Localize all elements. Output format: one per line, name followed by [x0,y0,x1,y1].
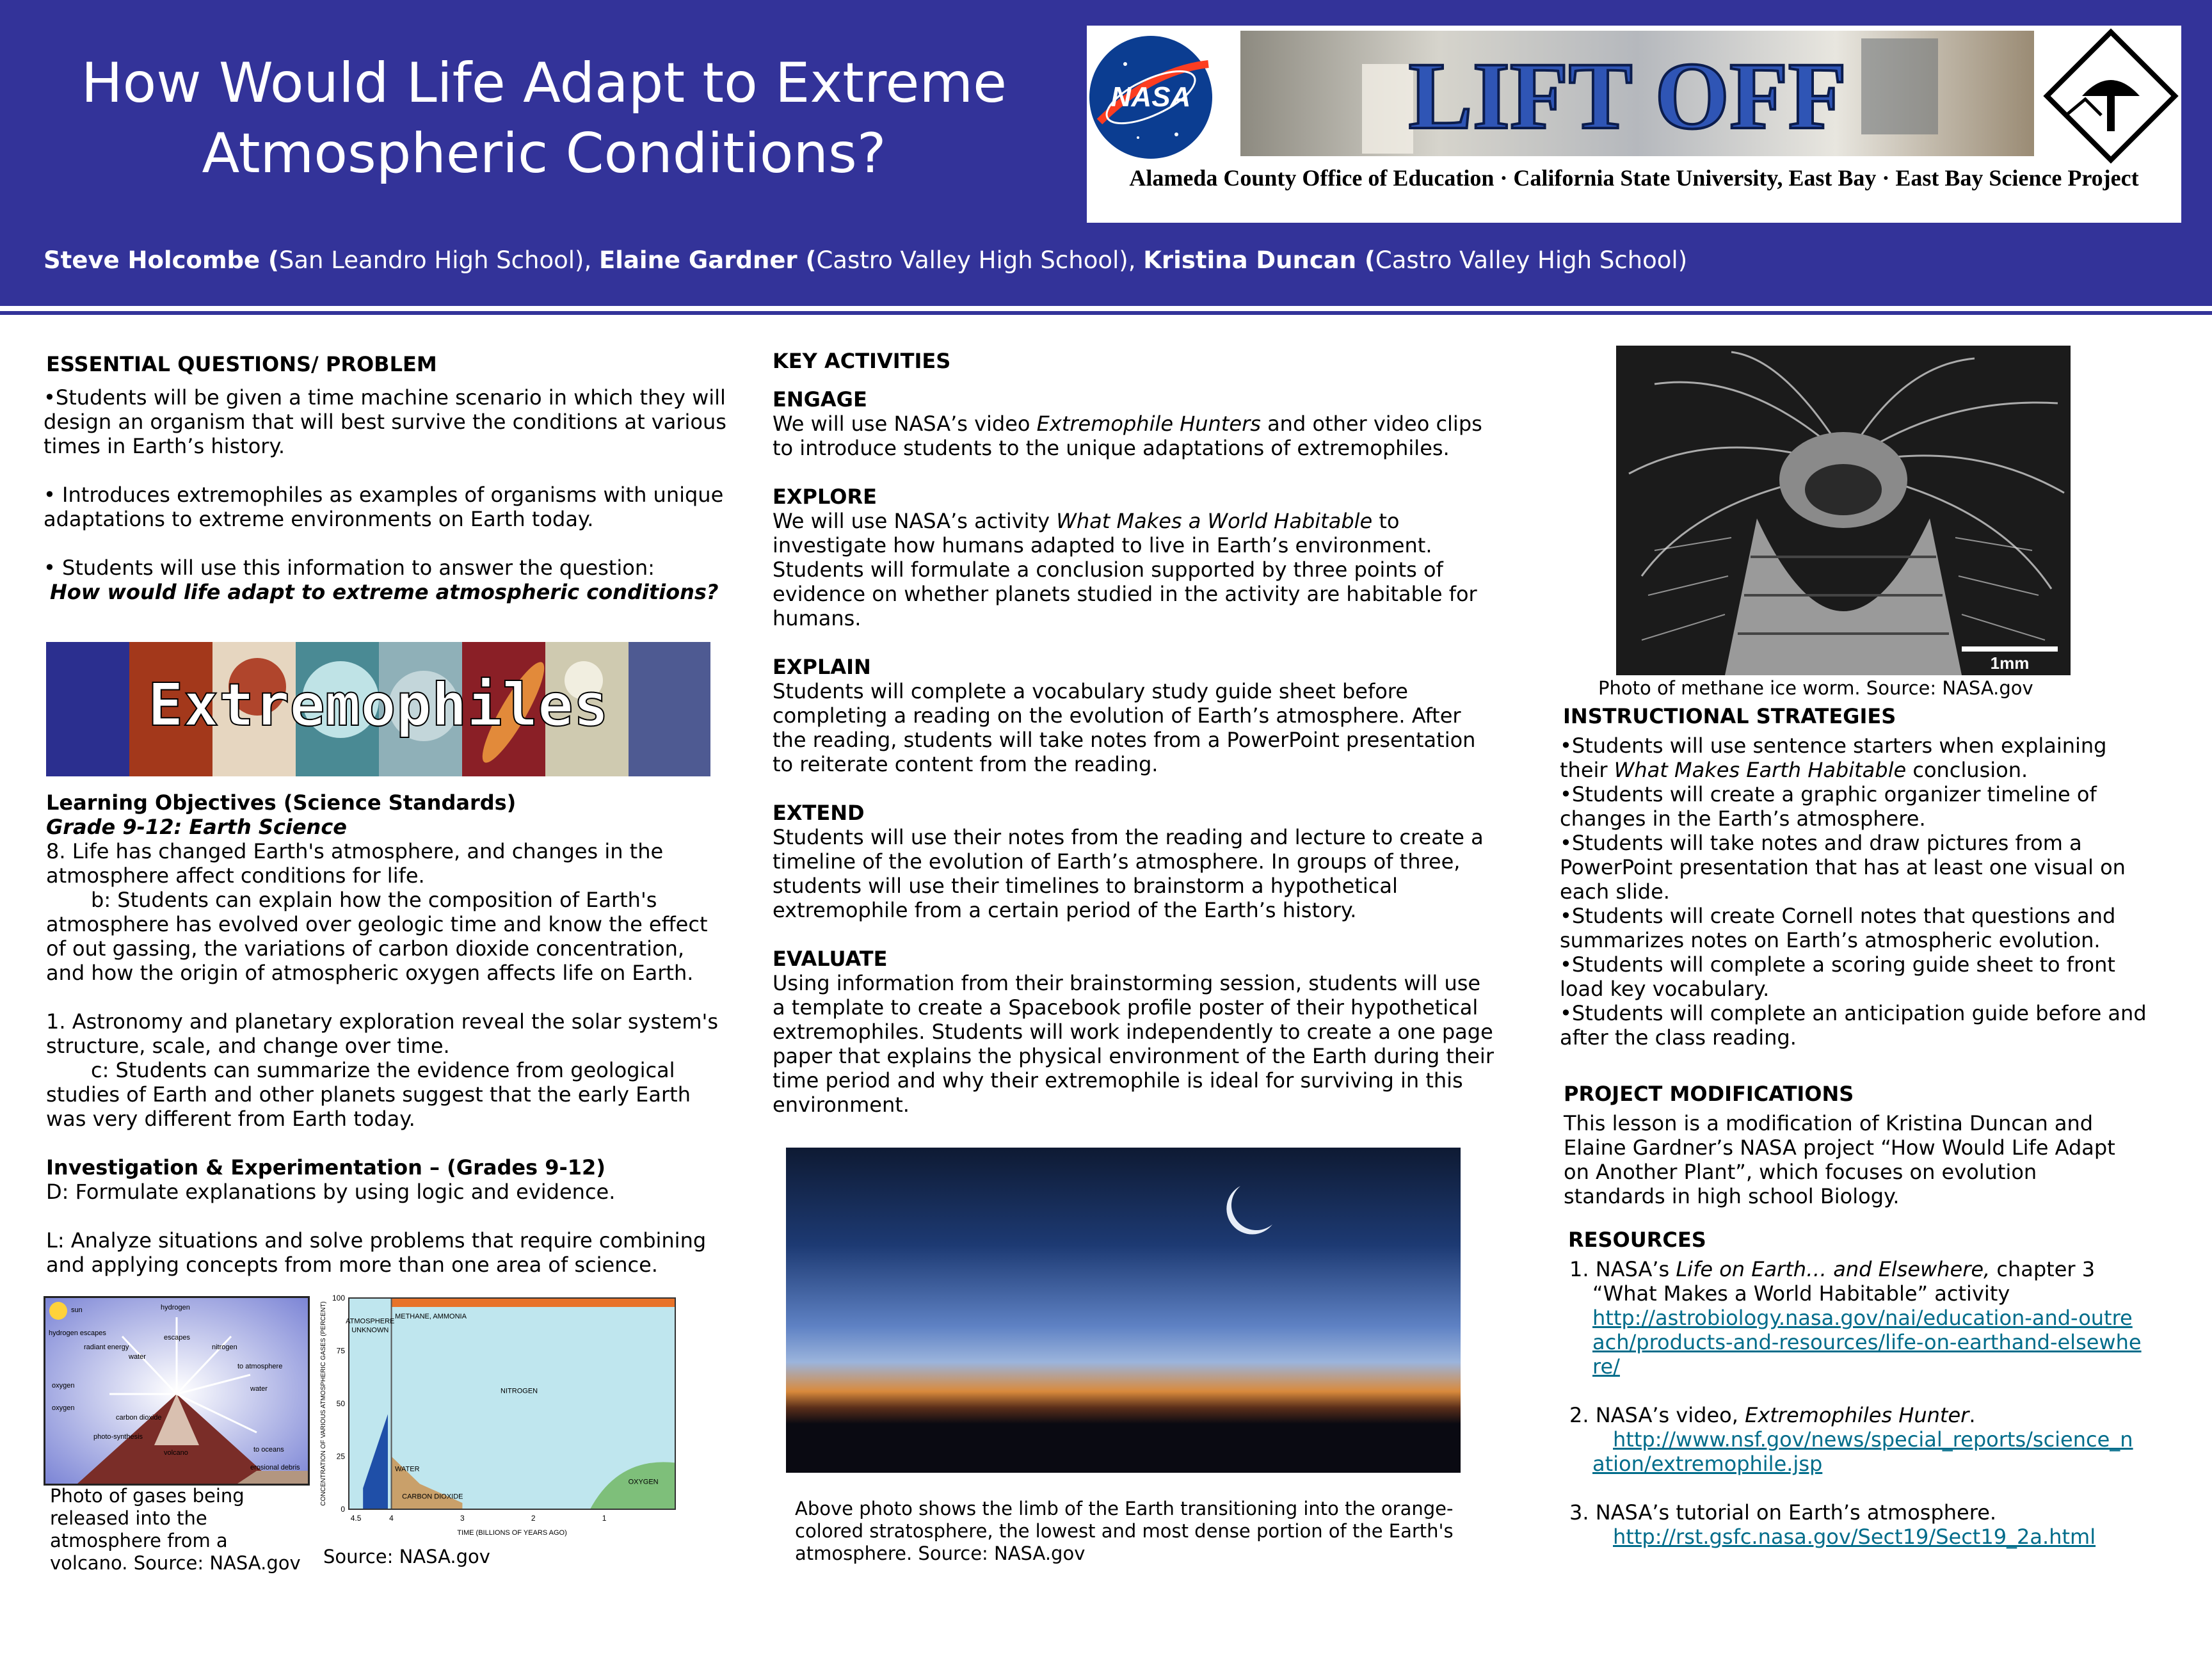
region-label: ATMOSPHERE [346,1317,395,1326]
instructional-strategies: INSTRUCTIONAL STRATEGIES •Students will use sentence starters when explaining their What Makes Earth Habitable conclusion. •Students will create a graphic organizer timeline of changes in the Earth’s atmosphere. •Students will take notes and draw pictures from a PowerPoint presentation that has at least one visual on each slide. •Students will create Cornell notes that questions and summarizes notes on Earth’s atmospheric evolution. •Students will complete a scoring guide sheet to front load key vocabulary. •Students will complete an anticipation guide before and after the class reading. [1560,704,2149,1050]
svg-text:carbon dioxide: carbon dioxide [116,1414,162,1422]
author-school: San Leandro High School) [278,246,584,274]
banner-text: Extremophiles [147,671,609,739]
ice-worm-photo [1616,346,2071,675]
svg-text:hydrogen: hydrogen [161,1304,190,1311]
poster-title: How Would Life Adapt to Extreme Atmospheric Conditions? [81,51,1007,186]
partners-text: Alameda County Office of Education · California State University, East Bay · East Bay Science Project [1129,165,2139,191]
earth-caption: Above photo shows the limb of the Earth transitioning into the orange-colored stratosphere, the lowest and most dense portion of the Earth's atmosphere. Source: NASA.gov [795,1498,1454,1564]
key-activities-heading: KEY ACTIVITIES [773,349,951,373]
author-name: Steve Holcombe ( [44,246,279,274]
svg-text:oxygen: oxygen [52,1404,75,1412]
essential-question: How would life adapt to extreme atmospheric conditions? [50,580,719,604]
svg-text:escapes: escapes [164,1334,190,1342]
resources: RESOURCES 1. NASA’s Life on Earth… and Elsewhere, chapter 3 “What Makes a World Habitable” activity http://astrobiology.nasa.gov/nai/education-and-outreach/products-and-resources/life-on-earthand-elsewhere/ 2. NASA’s video, Extremophiles Hunter. http://www.nsf.gov/news/special_reports/science_nation/extremophile.jsp 3. NASA’s tutorial on Earth’s atmosphere. http://rst.gsfc.nasa.gov/Sect19/Sect19_2a.html [1568,1228,2144,1549]
svg-text:sun: sun [71,1306,83,1314]
key-activities: KEY ACTIVITIES ENGAGE We will use NASA’s video Extremophile Hunters and other video clips to introduce students to the unique adaptations of extremophiles. EXPLORE We will use NASA’s activity What Makes a World Habitable to investigate how humans adapted to live in Earth’s environment. Students will formulate a conclusion supported by three points of evidence on whether planets studied in the activity are habitable for humans. EXPLAIN Students will complete a vocabulary study guide sheet before completing a reading on the evolution of Earth’s atmosphere. After the reading, students will take notes from a PowerPoint presentation to reiterate content from the reading. EXTEND Students will use their notes from the reading and lecture to create a timeline of the evolution of Earth’s atmosphere. In groups of three, students will use their timelines to brainstorm a hypothetical extremophile from a certain period of the Earth’s history. EVALUATE Using information from their brainstorming session, students will use a template to create a Spacebook profile poster of their hypothetical extremophiles. Students will work independently to create a one page paper that explains the physical environment of the Earth during their time period and why their extremophile is ideal for surviving in this environment. [773,349,1496,1117]
scale-bar-label: 1mm [1990,653,2030,673]
author-school: Castro Valley High School) [816,246,1128,274]
nasa-text: NASA [1110,81,1191,113]
svg-text:radiant energy: radiant energy [84,1343,129,1351]
resource-link[interactable]: http://astrobiology.nasa.gov/nai/education-and-outreach/products-and-resources/life-on-earthand-elsewhere/ [1592,1306,2142,1379]
learning-objectives: Learning Objectives (Science Standards) Grade 9-12: Earth Science 8. Life has changed Earth's atmosphere, and changes in the atmosphere affect conditions for life. b: Students can explain how the composition of Earth's atmosphere has evolved over geologic time and know the effect of out gassing, the variations of carbon dioxide concentration, and how the origin of atmospheric oxygen affects life on Earth. 1. Astronomy and planetary exploration reveal the solar system's structure, scale, and change over time. c: Students can summarize the evidence from geological studies of Earth and other planets suggest that the early Earth was very different from Earth today. Investigation & Experimentation – (Grades 9-12) D: Formulate explanations by using logic and evidence. L: Analyze situations and solve problems that require combining and applying concepts from more than one area of science. [46,790,718,1277]
x-tick-label: 2 [531,1514,536,1523]
svg-text:water: water [250,1385,268,1393]
worm-caption: Photo of methane ice worm. Source: NASA.gov [1598,677,2033,699]
x-tick-label: 3 [460,1514,465,1523]
lift-off-logo [1087,26,2181,223]
y-tick-label: 0 [341,1505,345,1514]
resources-heading: RESOURCES [1568,1228,1706,1252]
svg-text:erosional debris: erosional debris [250,1464,300,1471]
region-label: WATER [395,1465,420,1473]
chart-caption: Source: NASA.gov [323,1546,490,1567]
methane-ammonia-band [392,1298,675,1307]
x-axis-label: TIME (BILLIONS OF YEARS AGO) [457,1529,567,1537]
essential-questions-heading: ESSENTIAL QUESTIONS/ PROBLEM [46,352,437,376]
divider [0,301,2212,306]
svg-text:to atmosphere: to atmosphere [237,1363,283,1370]
instructional-strategies-heading: INSTRUCTIONAL STRATEGIES [1563,704,1896,728]
author-name: Elaine Gardner ( [598,246,817,274]
svg-text:photo-synthesis: photo-synthesis [93,1433,143,1441]
extremophiles-banner [46,642,710,776]
authors-line: Steve Holcombe (San Leandro High School), Elaine Gardner (Castro Valley High School), Kristina Duncan (Castro Valley High School) [44,246,1688,274]
lift-off-text: LIFT OFF [1408,43,1847,149]
svg-text:to oceans: to oceans [253,1446,284,1454]
x-tick-label: 1 [602,1514,607,1523]
earth-limb-photo [786,1148,1461,1473]
region-label: OXYGEN [628,1478,659,1486]
author-school: Castro Valley High School) [1375,246,1688,274]
svg-text:oxygen: oxygen [52,1382,75,1390]
volcano-diagram [44,1296,310,1486]
y-tick-label: 25 [336,1452,345,1461]
region-label: CARBON DIOXIDE [402,1493,463,1501]
svg-text:water: water [129,1353,146,1361]
resource-link[interactable]: http://rst.gsfc.nasa.gov/Sect19/Sect19_2a.html [1613,1525,2096,1549]
project-modifications: PROJECT MODIFICATIONS This lesson is a modification of Kristina Duncan and Elaine Gardner’s NASA project “How Would Life Adapt on Another Plant”, which focuses on evolution standards in high school Biology. [1564,1082,2140,1208]
y-tick-label: 75 [336,1346,345,1356]
atmosphere-chart [314,1286,691,1543]
volcano-caption: Photo of gases being released into the atmosphere from a volcano. Source: NASA.gov [50,1485,301,1574]
region-label: METHANE, AMMONIA [395,1313,467,1320]
x-tick-label: 4.5 [350,1514,362,1523]
svg-text:hydrogen escapes: hydrogen escapes [49,1329,106,1337]
region-label: UNKNOWN [351,1326,389,1334]
y-axis-label: CONCENTRATION OF VARIOUS ATMOSPHERIC GASES (PERCENT) [320,1301,327,1506]
essential-questions-text: •Students will be given a time machine scenario in which they will design an organism that will best survive the conditions at various times in Earth’s history. • Introduces extremophiles as examples of organisms with unique adaptations to extreme environments on Earth today. • Students will use this information to answer the question: How would life adapt to extreme atmospheric conditions? [44,385,735,604]
svg-text:volcano: volcano [164,1449,188,1457]
y-tick-label: 50 [336,1399,345,1408]
project-modifications-heading: PROJECT MODIFICATIONS [1564,1082,1854,1106]
svg-text:nitrogen: nitrogen [212,1343,237,1351]
y-tick-label: 100 [332,1294,345,1302]
x-tick-label: 4 [389,1514,394,1523]
tree-emblem-icon [2047,32,2175,160]
region-label: NITROGEN [501,1387,538,1395]
author-name: Kristina Duncan ( [1143,246,1375,274]
divider [0,311,2212,315]
resource-link[interactable]: http://www.nsf.gov/news/special_reports/science_nation/extremophile.jsp [1592,1427,2133,1476]
